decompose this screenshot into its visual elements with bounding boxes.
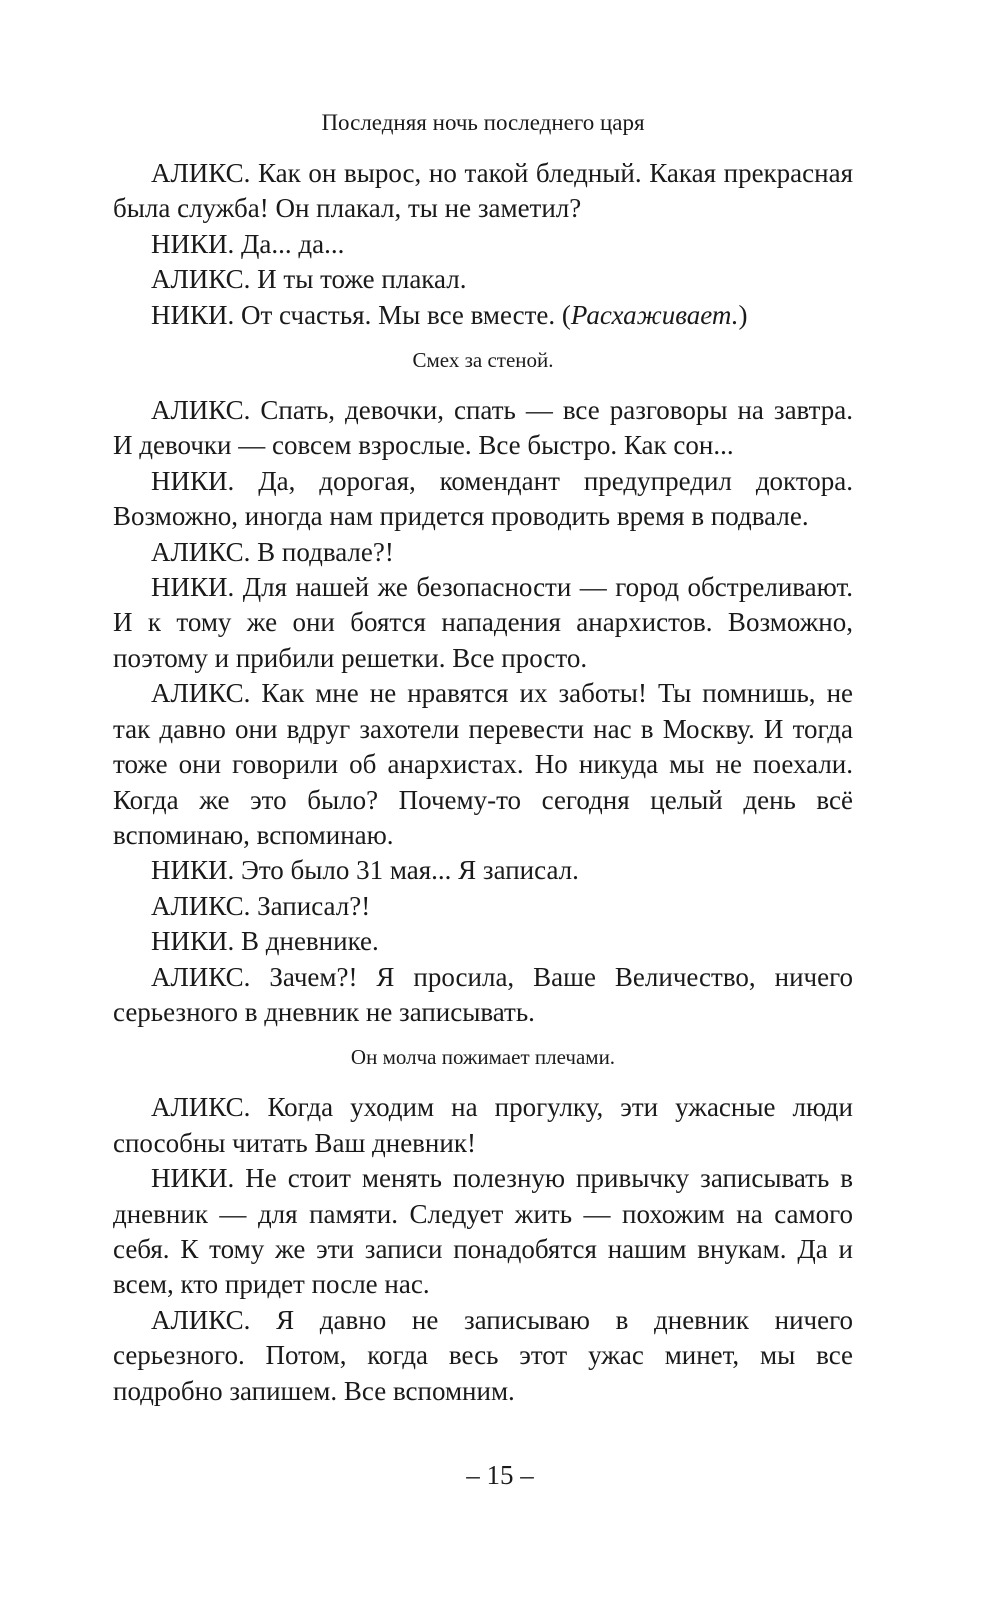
page-body (113, 108, 853, 1409)
stage-direction: Смех за стеной. (412, 348, 554, 373)
dialogue-paragraph: АЛИКС. В подвале?! (151, 536, 394, 567)
running-head: Последняя ночь последнего царя (321, 110, 645, 135)
dialogue-paragraph: НИКИ. Да... да... (151, 228, 345, 259)
dialogue-paragraph: АЛИКС. Записал?! (151, 890, 371, 921)
dialogue-paragraph: АЛИКС. Зачем?! Я просила, Ваше Величество, ничего серьезного в дневник не записывать. (113, 961, 853, 1027)
dialogue-paragraph: НИКИ. В дневнике. (151, 926, 379, 957)
dialogue-paragraph: НИКИ. Для нашей же безопасности — город обстреливают. И к тому же они боятся нападения анархистов. Возможно, поэтому и прибили решетки. Все просто. (113, 572, 853, 673)
dialogue-paragraph: АЛИКС. Когда уходим на прогулку, эти ужасные люди способны читать Ваш дневник! (113, 1092, 853, 1158)
page-number: – 15 – (466, 1460, 534, 1490)
dialogue-paragraph: НИКИ. Не стоит менять полезную привычку записывать в дневник — для памяти. Следует жить — похожим на самого себя. К тому же эти записи понадобятся нашим внукам. Да и всем, кто придет после нас. (113, 1163, 853, 1300)
dialogue-paragraph: НИКИ. Это было 31 мая... Я записал. (151, 855, 579, 886)
dialogue-paragraph: АЛИКС. Как он вырос, но такой бледный. Какая прекрасная была служба! Он плакал, ты не заметил? (113, 158, 853, 224)
dialogue-paragraph: АЛИКС. Как мне не нравятся их заботы! Ты помнишь, не так давно они вдруг захотели перевести нас в Москву. И тогда тоже они говорили об анархистах. Но никуда мы не поехали. Когда же это было? Почему-то сегодня целый день всё вспоминаю, вспоминаю. (113, 678, 853, 850)
dialogue-paragraph: АЛИКС. Спать, девочки, спать — все разговоры на завтра. И девочки — совсем взрослые. Все быстро. Как сон... (113, 395, 853, 461)
stage-direction-inline: Расхаживает. (570, 299, 739, 330)
dialogue-paragraph: АЛИКС. И ты тоже плакал. (151, 264, 467, 295)
stage-direction: Он молча пожимает плечами. (350, 1045, 616, 1070)
dialogue-paragraph: НИКИ. От счастья. Мы все вместе. (Расхаживает.) (151, 299, 748, 330)
dialogue-paragraph: НИКИ. Да, дорогая, комендант предупредил доктора. Возможно, иногда нам придется проводить время в подвале. (113, 465, 853, 532)
dialogue-paragraph: АЛИКС. Я давно не записываю в дневник ничего серьезного. Потом, когда весь этот ужас минет, мы все подробно запишем. Все вспомним. (113, 1304, 853, 1406)
